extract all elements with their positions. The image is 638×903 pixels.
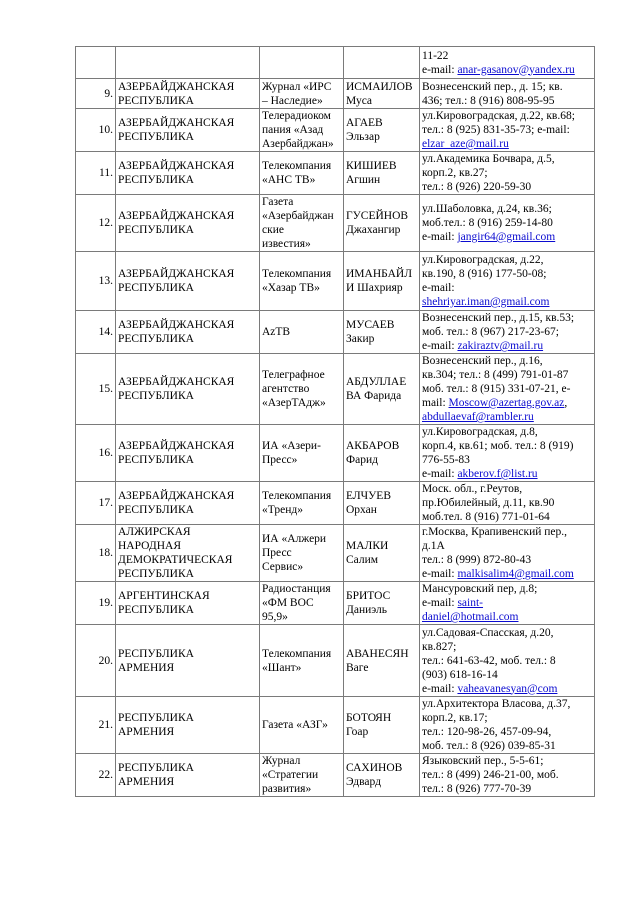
table-row [76,582,595,625]
contact-line [422,339,592,353]
cell-line: Телекомпания [262,268,332,280]
person-name-cell [344,195,420,252]
table-row [76,697,595,754]
row-number: 22. [76,754,116,797]
cell-line: РЕСПУБЛИКА [118,604,194,616]
row-number: 16. [76,425,116,482]
country-cell [116,109,260,152]
cell-line: РЕСПУБЛИКА [118,454,194,466]
table-row [76,525,595,582]
email-link[interactable]: abdullaevaf@rambler.ru [422,411,534,423]
person-name-cell [344,697,420,754]
contact-line [422,610,592,624]
cell-line: «Азербайджан [262,210,334,222]
cell-line: пания «Азад [262,124,324,136]
person-name-cell [344,252,420,311]
contact-cell [420,697,595,754]
person-name-cell [344,311,420,354]
contact-line [422,596,592,610]
person-name-cell [344,425,420,482]
person-name-cell [344,754,420,797]
contact-line: моб.тел. 8 (916) 771-01-64 [422,511,550,523]
email-link[interactable]: akberov.f@list.ru [457,468,538,480]
country-cell [116,311,260,354]
email-link[interactable]: elzar_aze@mail.ru [422,138,509,150]
table-row [76,425,595,482]
email-label: mail: [422,397,449,409]
country-cell [116,425,260,482]
contact-line: кв.827; [422,640,457,653]
contact-line: ул.Кировоградская, д.8, [422,426,538,438]
row-number: 15. [76,354,116,425]
country-cell [116,582,260,625]
cell-line: ЕЛЧУЕВ [346,490,391,502]
contact-cell [420,482,595,525]
row-number [76,47,116,79]
country-cell [116,525,260,582]
cell-line: АЗЕРБАЙДЖАНСКАЯ [118,210,235,222]
contact-cell [420,195,595,252]
row-number: 17. [76,482,116,525]
cell-line: РЕСПУБЛИКА [118,94,194,107]
cell-line: ДЕМОКРАТИЧЕСКАЯ [118,554,233,566]
cell-line: РЕСПУБЛИКА [118,712,194,724]
cell-line: Газета [262,196,294,208]
cell-line: МАЛКИ [346,540,389,552]
table-row [76,252,595,311]
contact-line: ул.Архитектора Власова, д.37, [422,698,571,710]
cell-line: Радиостанция [262,583,331,595]
row-number: 14. [76,311,116,354]
cell-line: БРИТОС [346,590,391,602]
cell-line: ГУСЕЙНОВ [346,210,409,222]
contact-line: (903) 618-16-14 [422,668,498,681]
cell-line: РЕСПУБЛИКА [118,282,194,294]
organization-cell [260,754,344,797]
person-name-cell [344,79,420,109]
contact-line: тел.: 8 (999) 872-80-43 [422,554,532,566]
contact-line: 436; тел.: 8 (916) 808-95-95 [422,94,555,107]
cell-line: «АНС ТВ» [262,174,316,186]
contact-line: корп.2, кв.27; [422,167,488,179]
cell-line: АЗЕРБАЙДЖАНСКАЯ [118,376,235,388]
contact-line [422,230,592,244]
cell-line: РЕСПУБЛИКА [118,131,194,143]
row-number: 19. [76,582,116,625]
cell-line: Даниэль [346,604,387,616]
cell-line: МУСАЕВ [346,319,395,331]
cell-line: АРМЕНИЯ [118,776,175,788]
email-label: e-mail: [422,63,458,76]
contact-line: моб. тел.: 8 (926) 039-85-31 [422,740,556,752]
person-name-cell [344,47,420,79]
organization-cell [260,582,344,625]
cell-line: Пресс» [262,454,298,466]
contact-cell [420,311,595,354]
cell-line: АВАНЕСЯН [346,647,409,660]
email-link[interactable]: Moscow@azertag.gov.az [448,397,565,409]
person-name-cell [344,109,420,152]
row-number: 10. [76,109,116,152]
contact-line: e-mail: [422,282,455,294]
cell-line: «АзерТАдж» [262,397,326,409]
table-row [76,354,595,425]
cell-line: БОТОЯН [346,712,392,724]
cell-line: AzTB [262,326,291,338]
row-number: 18. [76,525,116,582]
cell-line: Пресс [262,547,292,559]
cell-line: АКБАРОВ [346,440,400,452]
row-number: 11. [76,152,116,195]
cell-line: И Шахрияр [346,282,403,294]
cell-line: ские [262,224,284,236]
contact-cell [420,109,595,152]
email-label: e-mail: [422,682,458,695]
contact-line: тел.: 8 (926) 220-59-30 [422,181,532,193]
contact-line: д.1А [422,540,445,552]
cell-line: РЕСПУБЛИКА [118,762,194,774]
contact-cell [420,625,595,697]
cell-line: АЗЕРБАЙДЖАНСКАЯ [118,160,235,172]
table-row [76,47,595,79]
cell-line: Телеграфное [262,369,325,381]
organization-cell [260,697,344,754]
contact-cell [420,754,595,797]
cell-line: КИШИЕВ [346,160,397,172]
contact-cell [420,252,595,311]
contact-line: корп.4, кв.61; моб. тел.: 8 (919) [422,440,574,452]
cell-line: Журнал «ИРС [262,80,332,93]
contact-line: г.Москва, Крапивенский пер., [422,526,568,538]
cell-line: НАРОДНАЯ [118,540,182,552]
person-name-cell [344,354,420,425]
country-cell [116,354,260,425]
email-link[interactable]: saint- [457,597,484,609]
person-name-cell [344,582,420,625]
cell-line: ВА Фарида [346,390,402,402]
contact-cell [420,525,595,582]
cell-line: Муса [346,94,373,107]
contact-cell [420,79,595,109]
contact-cell [420,582,595,625]
contact-line [422,567,592,581]
table-row [76,109,595,152]
contact-line: тел.: 641-63-42, моб. тел.: 8 [422,654,556,667]
country-cell [116,482,260,525]
row-number: 20. [76,625,116,697]
contact-line: Моск. обл., г.Реутов, [422,483,523,495]
contact-line: тел.: 8 (926) 777-70-39 [422,783,532,795]
row-number: 13. [76,252,116,311]
cell-line: Агшин [346,174,381,186]
organization-cell [260,525,344,582]
email-link[interactable]: daniel@hotmail.com [422,611,519,623]
contact-line: моб.тел.: 8 (916) 259-14-80 [422,217,553,229]
email-label: e-mail: [422,340,458,352]
contact-line: Мансуровский пер, д.8; [422,583,538,595]
contact-line: 776-55-83 [422,454,470,466]
organization-cell [260,625,344,697]
cell-line: АЗЕРБАЙДЖАНСКАЯ [118,80,235,93]
cell-line: АРМЕНИЯ [118,661,175,674]
cell-line: Джахангир [346,224,401,236]
cell-line: АЗЕРБАЙДЖАНСКАЯ [118,440,235,452]
contact-line: 11-22 [422,49,449,62]
cell-line: ИСМАИЛОВ [346,80,413,93]
country-cell [116,152,260,195]
contact-cell [420,152,595,195]
email-link[interactable]: anar-gasanov@yandex.ru [457,63,575,76]
country-cell [116,252,260,311]
contact-line: кв.304; тел.: 8 (499) 791-01-87 [422,369,569,381]
contact-line: ул.Кировоградская, д.22, [422,254,544,266]
cell-line: АЗЕРБАЙДЖАНСКАЯ [118,319,235,331]
cell-line: Журнал [262,755,301,767]
table-row [76,79,595,109]
punctuation: , [564,397,568,409]
cell-line: РЕСПУБЛИКА [118,174,194,186]
country-cell [116,47,260,79]
cell-line: РЕСПУБЛИКА [118,224,194,236]
country-cell [116,697,260,754]
cell-line: АЗЕРБАЙДЖАНСКАЯ [118,268,235,280]
cell-line: РЕСПУБЛИКА [118,568,194,580]
organization-cell [260,152,344,195]
cell-line: ИА «Алжери [262,533,327,545]
table-row [76,482,595,525]
row-number: 21. [76,697,116,754]
row-number: 9. [76,79,116,109]
organization-cell [260,109,344,152]
cell-line: известия» [262,238,311,250]
organization-cell [260,354,344,425]
table-row [76,625,595,697]
organization-cell [260,311,344,354]
country-cell [116,195,260,252]
email-label: e-mail: [422,568,458,580]
contact-line: кв.190, 8 (916) 177-50-08; [422,268,547,280]
cell-line: агентство [262,383,310,395]
person-name-cell [344,482,420,525]
contact-line: ул.Шаболовка, д.24, кв.36; [422,203,552,215]
email-link[interactable]: malkisalim4@gmail.com [457,568,574,580]
cell-line: Ваге [346,661,369,674]
contact-line [422,682,592,696]
cell-line: АЗЕРБАЙДЖАНСКАЯ [118,490,235,502]
cell-line: Сервис» [262,561,304,573]
cell-line: Фарид [346,454,378,466]
cell-line: «Шант» [262,661,302,674]
email-label: e-mail: [422,468,458,480]
cell-line: АРМЕНИЯ [118,726,175,738]
email-link[interactable]: vaheavanesyan@com [457,682,558,695]
cell-line: АГАЕВ [346,117,383,129]
cell-line: РЕСПУБЛИКА [118,390,194,402]
table-body [76,47,595,797]
country-cell [116,79,260,109]
contact-line: моб. тел.: 8 (967) 217-23-67; [422,326,559,338]
table-row [76,195,595,252]
contact-line: ул.Академика Бочвара, д.5, [422,153,555,165]
cell-line: РЕСПУБЛИКА [118,647,194,660]
contact-line [422,467,592,481]
email-link[interactable]: zakiraztv@mail.ru [457,340,544,352]
cell-line: САХИНОВ [346,762,403,774]
table-row [76,754,595,797]
contact-line: Вознесенский пер., д.15, кв.53; [422,312,575,324]
cell-line: «Хазар ТВ» [262,282,320,294]
person-name-cell [344,625,420,697]
cell-line: Телекомпания [262,490,332,502]
email-link[interactable]: jangir64@gmail.com [457,231,556,243]
press-contacts-table [75,46,595,797]
contact-line [422,410,592,424]
country-cell [116,754,260,797]
organization-cell [260,195,344,252]
row-number: 12. [76,195,116,252]
cell-line: «ФМ ВОС [262,597,314,609]
cell-line: Закир [346,333,375,345]
contact-cell [420,425,595,482]
cell-line: Газета «АЗГ» [262,719,328,731]
contact-cell [420,47,595,79]
cell-line: Телекомпания [262,647,332,660]
cell-line: Азербайджан» [262,138,334,150]
contact-line: пр.Юбилейный, д.11, кв.90 [422,497,555,509]
contact-line: тел.: 8 (499) 246-21-00, моб. [422,769,559,781]
cell-line: Телекомпания [262,160,332,172]
cell-line: Орхан [346,504,377,516]
email-label: e-mail: [422,231,458,243]
cell-line: АЗЕРБАЙДЖАНСКАЯ [118,117,235,129]
contact-line [422,396,592,410]
cell-line: РЕСПУБЛИКА [118,333,194,345]
contact-line: ул.Садовая-Спасская, д.20, [422,626,554,639]
cell-line: Телерадиоком [262,110,331,122]
email-link[interactable]: shehriyar.iman@gmail.com [422,296,550,308]
cell-line: «Тренд» [262,504,303,516]
cell-line: развития» [262,783,312,795]
table-row [76,311,595,354]
cell-line: ИА «Азери- [262,440,321,452]
organization-cell [260,482,344,525]
contact-line [422,63,592,77]
contact-line: тел.: 120-98-26, 457-09-94, [422,726,552,738]
cell-line: РЕСПУБЛИКА [118,504,194,516]
country-cell [116,625,260,697]
contact-line: ул.Кировоградская, д.22, кв.68; [422,110,575,122]
contact-line: Языковский пер., 5-5-61; [422,755,544,767]
cell-line: АЛЖИРСКАЯ [118,526,191,538]
organization-cell [260,79,344,109]
organization-cell [260,425,344,482]
contact-line: тел.: 8 (925) 831-35-73; e-mail: [422,124,570,136]
cell-line: АРГЕНТИНСКАЯ [118,590,210,602]
contact-line: корп.2, кв.17; [422,712,488,724]
person-name-cell [344,152,420,195]
cell-line: АБДУЛЛАЕ [346,376,407,388]
organization-cell [260,252,344,311]
cell-line: ИМАНБАЙЛ [346,268,413,280]
cell-line: «Стратегии [262,769,319,781]
cell-line: Эльзар [346,131,380,143]
contact-cell [420,354,595,425]
cell-line: Гоар [346,726,369,738]
contact-line: Вознесенский пер., д.16, [422,355,543,367]
person-name-cell [344,525,420,582]
cell-line: Салим [346,554,379,566]
organization-cell [260,47,344,79]
contact-line [422,295,592,309]
contact-line [422,137,592,151]
cell-line: Эдвард [346,776,381,788]
contact-line: моб. тел.: 8 (915) 331-07-21, e- [422,383,571,395]
email-label: e-mail: [422,597,458,609]
cell-line: – Наследие» [262,94,323,107]
table-row [76,152,595,195]
contact-line: Вознесенский пер., д. 15; кв. [422,80,563,93]
cell-line: 95,9» [262,611,288,623]
